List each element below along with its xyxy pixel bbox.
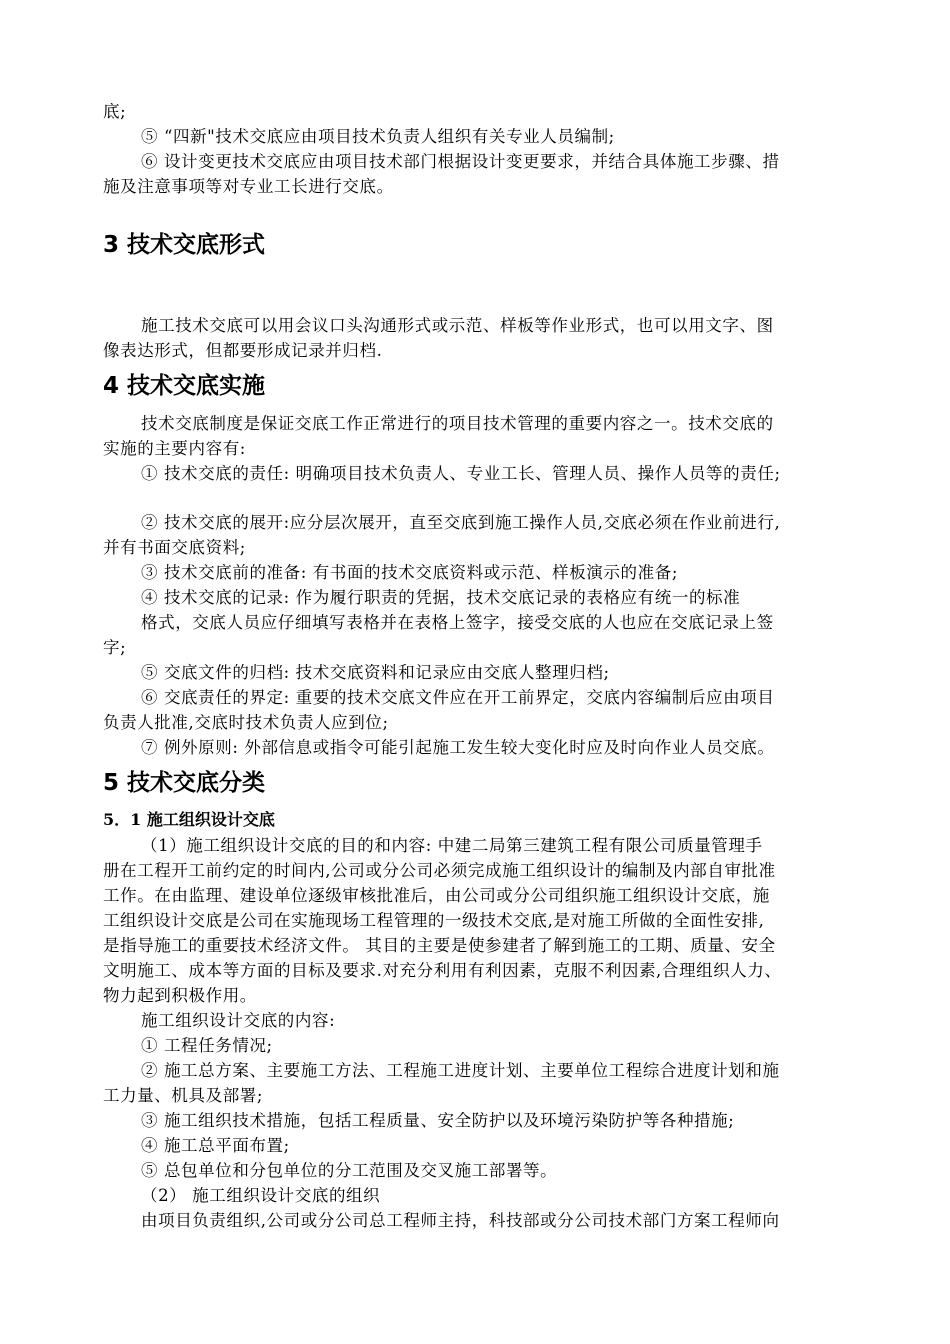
text-line: （2） 施工组织设计交底的组织: [141, 1186, 381, 1205]
text-line: 施工组织设计交底的内容:: [141, 1011, 336, 1030]
text-line: 像表达形式，但都要形成记录并归档.: [103, 341, 383, 360]
text-line: ⑤ 总包单位和分包单位的分工范围及交叉施工部署等。: [141, 1161, 558, 1180]
text-line: 并有书面交底资料;: [103, 538, 246, 557]
text-line: ① 工程任务情况;: [141, 1036, 273, 1055]
text-line: 底;: [103, 102, 127, 121]
text-line: 工组织设计交底是公司在实施现场工程管理的一级技术交底,是对施工所做的全面性安排,: [103, 911, 765, 930]
text-line: 实施的主要内容有:: [103, 439, 246, 458]
text-line: （1）施工组织设计交底的目的和内容: 中建二局第三建筑工程有限公司质量管理手: [141, 836, 763, 855]
section-heading-5: 5 技术交底分类: [103, 770, 266, 796]
text-line: ⑦ 例外原则: 外部信息或指令可能引起施工发生较大变化时应及时向作业人员交底。: [141, 738, 775, 757]
text-line: ① 技术交底的责任: 明确项目技术负责人、专业工长、管理人员、操作人员等的责任;: [141, 464, 781, 483]
text-line: ⑥ 交底责任的界定: 重要的技术交底文件应在开工前界定，交底内容编制后应由项目: [141, 688, 775, 707]
text-line: 负责人批准,交底时技术负责人应到位;: [103, 713, 389, 732]
text-line: 工力量、机具及部署;: [103, 1086, 264, 1105]
subsection-heading-5-1: 5．1 施工组织设计交底: [103, 810, 275, 829]
text-line: ② 施工总方案、主要施工方法、工程施工进度计划、主要单位工程综合进度计划和施: [141, 1061, 780, 1080]
text-line: ③ 技术交底前的准备: 有书面的技术交底资料或示范、样板演示的准备;: [141, 563, 679, 582]
text-line: 由项目负责组织,公司或分公司总工程师主持，科技部或分公司技术部门方案工程师向: [141, 1211, 780, 1230]
section-heading-4: 4 技术交底实施: [103, 373, 266, 399]
text-line: ④ 技术交底的记录: 作为履行职责的凭据，技术交底记录的表格应有统一的标准: [141, 588, 741, 607]
section-heading-3: 3 技术交底形式: [103, 232, 266, 258]
text-line: 物力起到积极作用。: [103, 986, 257, 1005]
text-line: ⑤ “四新"技术交底应由项目技术负责人组织有关专业人员编制;: [141, 127, 615, 146]
text-line: ④ 施工总平面布置;: [141, 1136, 290, 1155]
text-line: 施及注意事项等对专业工长进行交底。: [103, 177, 394, 196]
text-line: ② 技术交底的展开:应分层次展开，直至交底到施工操作人员,交底必须在作业前进行,: [141, 513, 781, 532]
text-line: 册在工程开工前约定的时间内,公司或分公司必须完成施工组织设计的编制及内部自审批准: [103, 861, 776, 880]
text-line: ③ 施工组织技术措施，包括工程质量、安全防护以及环境污染防护等各种措施;: [141, 1111, 735, 1130]
text-line: 技术交底制度是保证交底工作正常进行的项目技术管理的重要内容之一。技术交底的: [141, 414, 774, 433]
text-line: 文明施工、成本等方面的目标及要求.对充分利用有利因素，克服不利因素,合理组织人力、: [103, 961, 782, 980]
text-line: 字;: [103, 638, 127, 657]
text-line: 格式，交底人员应仔细填写表格并在表格上签字，接受交底的人也应在交底记录上签: [141, 613, 774, 632]
text-line: 施工技术交底可以用会议口头沟通形式或示范、样板等作业形式，也可以用文字、图: [141, 316, 774, 335]
text-line: 是指导施工的重要技术经济文件。 其目的主要是使参建者了解到施工的工期、质量、安全: [103, 936, 776, 955]
text-line: ⑤ 交底文件的归档: 技术交底资料和记录应由交底人整理归档;: [141, 663, 610, 682]
text-line: 工作。在由监理、建设单位逐级审核批准后，由公司或分公司组织施工组织设计交底，施: [103, 886, 770, 905]
text-line: ⑥ 设计变更技术交底应由项目技术部门根据设计变更要求，并结合具体施工步骤、措: [141, 152, 780, 171]
